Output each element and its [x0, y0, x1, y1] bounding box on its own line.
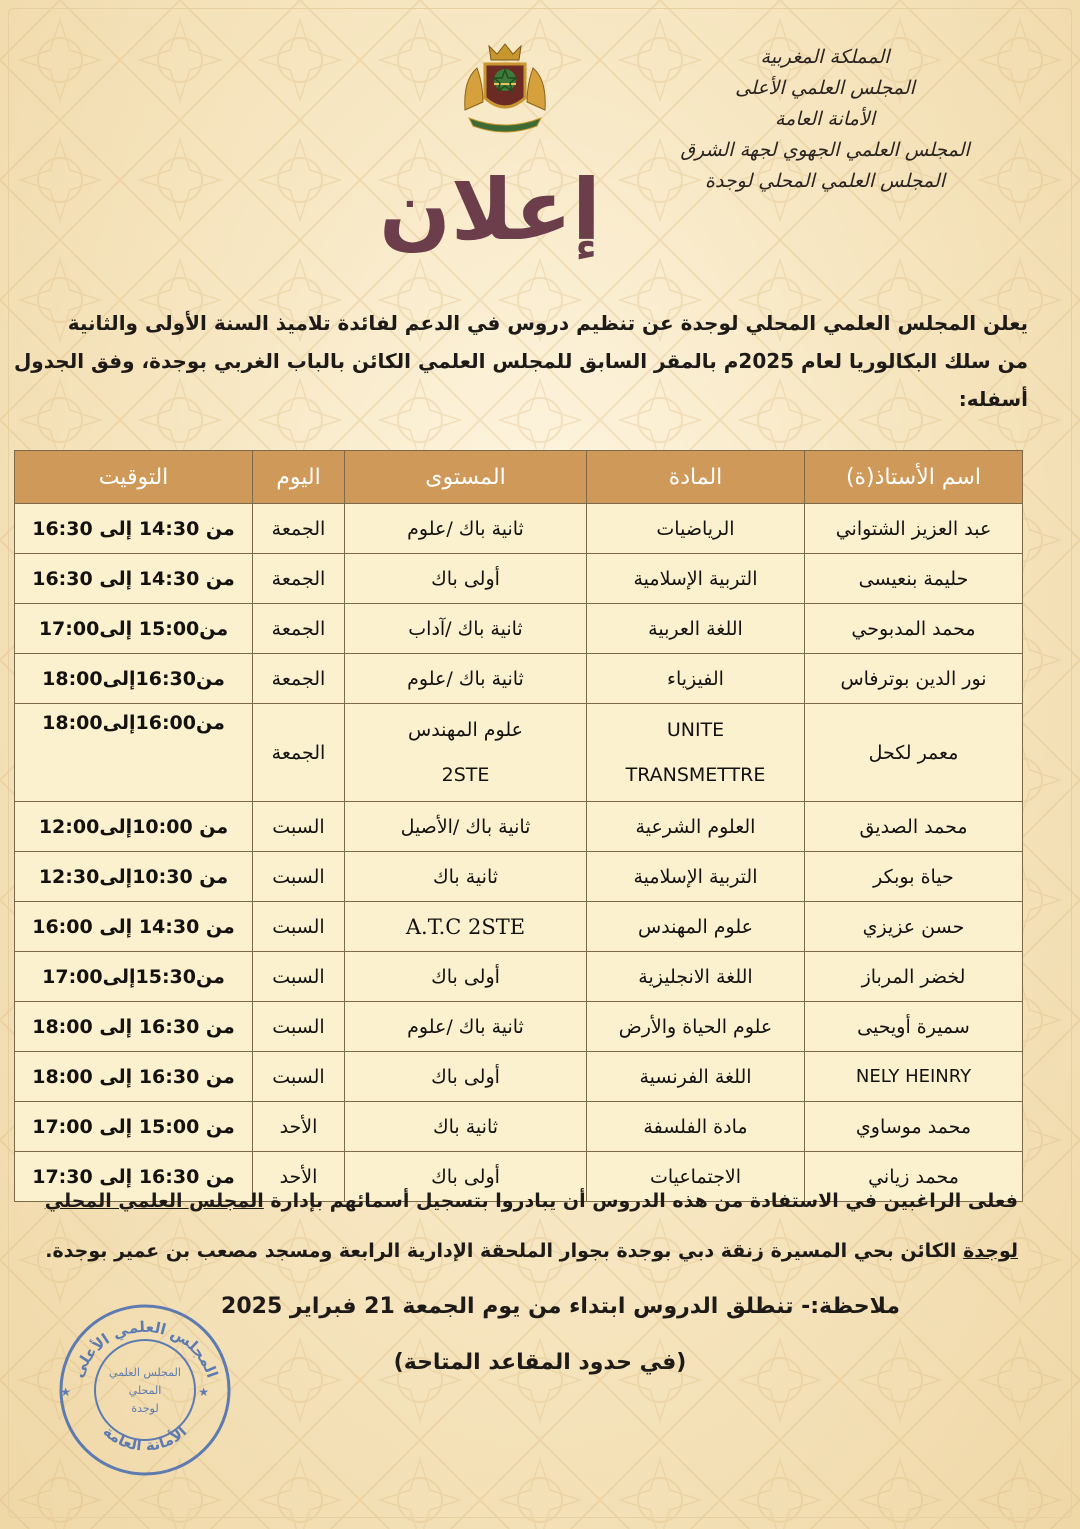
cell-teacher: محمد المدبوحي — [805, 604, 1023, 654]
header-level: المستوى — [345, 451, 587, 504]
table-row — [15, 852, 1023, 902]
cell-time: من 14:30 إلى 16:30 — [15, 504, 253, 554]
cell-subject: علوم المهندس — [587, 902, 805, 952]
cell-subject: اللغة الانجليزية — [587, 952, 805, 1002]
table-row — [15, 654, 1023, 704]
table-row — [15, 952, 1023, 1002]
table-row — [15, 1052, 1023, 1102]
cell-teacher: نور الدين بوترفاس — [805, 654, 1023, 704]
cell-subject: اللغة العربية — [587, 604, 805, 654]
cell-day: السبت — [253, 1002, 345, 1052]
cell-level: أولى باك — [345, 554, 587, 604]
cell-subject: الاجتماعيات — [587, 1152, 805, 1202]
cell-level: ثانية باك /الأصيل — [345, 802, 587, 852]
table-row — [15, 1102, 1023, 1152]
cell-day: الجمعة — [253, 554, 345, 604]
cell-teacher: لخضر المرباز — [805, 952, 1023, 1002]
cell-day: السبت — [253, 802, 345, 852]
cell-level: ثانية باك /علوم — [345, 504, 587, 554]
cell-teacher: حسن عزيزي — [805, 902, 1023, 952]
cell-subject: مادة الفلسفة — [587, 1102, 805, 1152]
table-row — [15, 1002, 1023, 1052]
cell-time: من16:30إلى18:00 — [15, 654, 253, 704]
cell-subject-line: TRANSMETTRE — [625, 763, 766, 786]
schedule-table — [14, 450, 1023, 1202]
start-date-note: ملاحظة:- تنطلق الدروس ابتداء من يوم الجمعة 21 فبراير 2025 — [221, 1294, 900, 1319]
seal-center-line: المحلي — [128, 1384, 162, 1397]
table-row — [15, 902, 1023, 952]
cell-teacher: حياة بوبكر — [805, 852, 1023, 902]
cell-day: الأحد — [253, 1102, 345, 1152]
issuer-header — [660, 42, 990, 197]
cell-time: من15:30إلى17:00 — [15, 952, 253, 1002]
table-row — [15, 554, 1023, 604]
cell-level: أولى باك — [345, 952, 587, 1002]
intro-line: أسفله: — [958, 387, 1028, 411]
table-header-row — [15, 451, 1023, 504]
cell-teacher: محمد زياني — [805, 1152, 1023, 1202]
cell-time: من 16:30 إلى 17:30 — [15, 1152, 253, 1202]
seal-star-icon: ★ — [198, 1385, 209, 1399]
cell-day: الأحد — [253, 1152, 345, 1202]
table-row — [15, 802, 1023, 852]
seal-center-line: لوجدة — [131, 1402, 159, 1415]
seal-center-line: المجلس العلمي — [109, 1366, 181, 1379]
cell-time: من 16:30 إلى 18:00 — [15, 1002, 253, 1052]
cell-day: السبت — [253, 852, 345, 902]
cell-level: ثانية باك /علوم — [345, 1002, 587, 1052]
announcement-title: إعلان — [379, 161, 601, 259]
cell-subject: الفيزياء — [587, 654, 805, 704]
official-seal-stamp — [55, 1300, 235, 1480]
intro-line: يعلن المجلس العلمي المحلي لوجدة عن تنظيم دروس في الدعم لفائدة تلاميذ السنة الأولى والثانية — [67, 311, 1028, 335]
cell-level-line: علوم المهندس — [408, 719, 523, 742]
cell-time: من 14:30 إلى 16:30 — [15, 554, 253, 604]
header-line: المجلس العلمي الأعلى — [735, 77, 915, 99]
cell-level: أولى باك — [345, 1152, 587, 1202]
header-time: التوقيت — [15, 451, 253, 504]
cell-day: السبت — [253, 1052, 345, 1102]
cell-day: الجمعة — [253, 604, 345, 654]
cell-subject — [587, 704, 805, 802]
city-underlined: لوجدة — [963, 1240, 1018, 1262]
cell-level: ثانية باك — [345, 852, 587, 902]
header-teacher: اسم الأستاذ(ة) — [805, 451, 1023, 504]
header-line: الأمانة العامة — [775, 108, 875, 130]
seal-ring-text: المجلس العلمي الأعلى — [68, 1317, 222, 1381]
cell-level: ثانية باك /علوم — [345, 654, 587, 704]
cell-teacher: سميرة أويحيى — [805, 1002, 1023, 1052]
cell-level: ثانية باك — [345, 1102, 587, 1152]
cell-subject: العلوم الشرعية — [587, 802, 805, 852]
address-text-part: الكائن بحي المسيرة زنقة دبي بوجدة بجوار الملحقة الإدارية الرابعة ومسجد مصعب بن عمير بوجدة. — [45, 1240, 964, 1262]
header-subject: المادة — [587, 451, 805, 504]
cell-level-line: 2STE — [441, 763, 490, 786]
seal-star-icon: ★ — [60, 1385, 71, 1399]
cell-subject: علوم الحياة والأرض — [587, 1002, 805, 1052]
cell-day: السبت — [253, 902, 345, 952]
cell-subject: الرياضيات — [587, 504, 805, 554]
cell-time: من 10:30إلى12:30 — [15, 852, 253, 902]
header-line: المجلس العلمي المحلي لوجدة — [704, 170, 945, 192]
cell-level: A.T.C 2STE — [345, 902, 587, 952]
seal-bottom-text: الأمانة العامة — [99, 1422, 191, 1455]
seats-note: (في حدود المقاعد المتاحة) — [393, 1350, 687, 1375]
cell-day: الجمعة — [253, 704, 345, 802]
intro-line: من سلك البكالوريا لعام 2025م بالمقر السابق للمجلس العلمي الكائن بالباب الغربي بوجدة، وفق الجدول — [13, 349, 1028, 373]
table-row — [15, 704, 1023, 802]
cell-time: من 15:00 إلى 17:00 — [15, 1102, 253, 1152]
cell-time: من15:00 إلى17:00 — [15, 604, 253, 654]
cell-time: من 14:30 إلى 16:00 — [15, 902, 253, 952]
cell-teacher: معمر لكحل — [805, 704, 1023, 802]
cell-day: السبت — [253, 952, 345, 1002]
cell-teacher: عبد العزيز الشتواني — [805, 504, 1023, 554]
cell-time: من 10:00إلى12:00 — [15, 802, 253, 852]
moroccan-coat-of-arms-icon — [455, 40, 555, 135]
table-row — [15, 604, 1023, 654]
cell-level: أولى باك — [345, 1052, 587, 1102]
cell-subject: التربية الإسلامية — [587, 554, 805, 604]
cell-time: من16:00إلى18:00 — [15, 704, 253, 802]
cell-teacher: NELY HEINRY — [805, 1052, 1023, 1102]
cell-teacher: حليمة بنعيسى — [805, 554, 1023, 604]
address-text — [45, 1240, 1018, 1262]
header-line: المجلس العلمي الجهوي لجهة الشرق — [680, 139, 970, 161]
cell-subject: اللغة الفرنسية — [587, 1052, 805, 1102]
svg-text:الأمانة العامة — [100, 1422, 191, 1454]
cell-teacher: محمد موساوي — [805, 1102, 1023, 1152]
cell-subject-line: UNITE — [666, 719, 725, 742]
intro-paragraph — [13, 304, 1028, 418]
registration-text — [44, 1190, 1018, 1212]
cell-day: الجمعة — [253, 504, 345, 554]
cell-teacher: محمد الصديق — [805, 802, 1023, 852]
cell-level: ثانية باك /آداب — [345, 604, 587, 654]
cell-subject: التربية الإسلامية — [587, 852, 805, 902]
table-row — [15, 504, 1023, 554]
cell-level — [345, 704, 587, 802]
header-line: المملكة المغربية — [760, 46, 890, 68]
cell-time: من 16:30 إلى 18:00 — [15, 1052, 253, 1102]
council-name-underlined: المجلس العلمي المحلي — [44, 1190, 264, 1212]
header-day: اليوم — [253, 451, 345, 504]
registration-text-part: فعلى الراغبين في الاستفادة من هذه الدروس أن يبادروا بتسجيل أسمائهم بإدارة — [263, 1190, 1018, 1212]
cell-day: الجمعة — [253, 654, 345, 704]
